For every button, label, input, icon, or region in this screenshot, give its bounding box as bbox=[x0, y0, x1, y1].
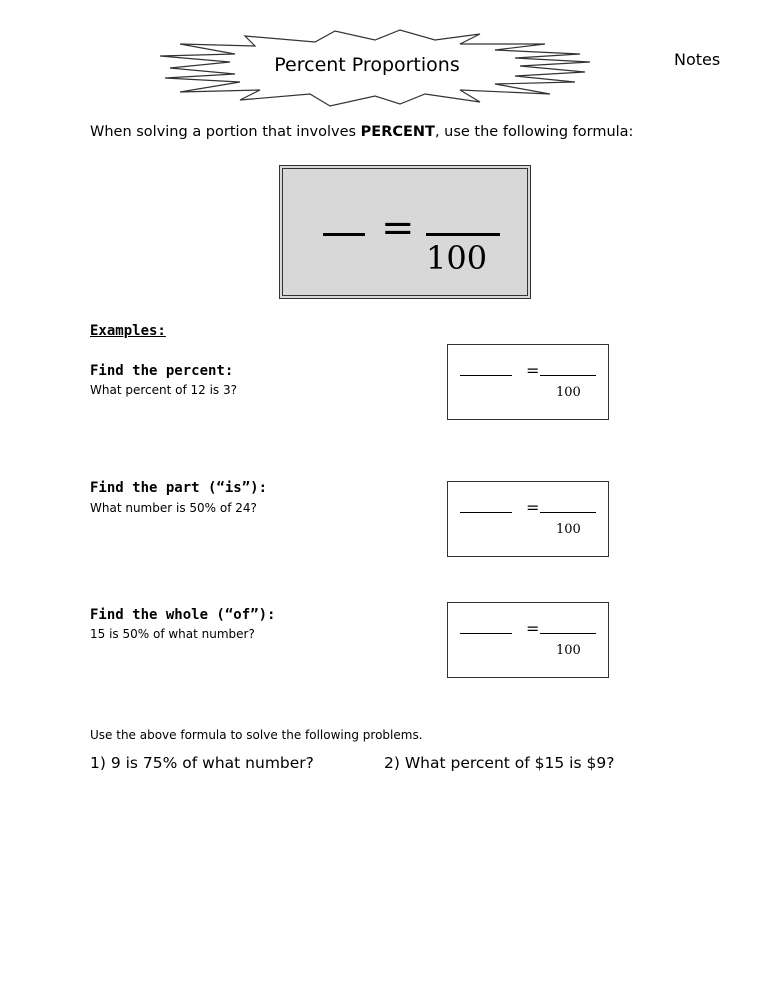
denominator-100: 100 bbox=[426, 239, 488, 277]
blank-line bbox=[460, 512, 512, 513]
proportion-box bbox=[447, 602, 609, 678]
denominator-100: 100 bbox=[556, 385, 581, 400]
equals-sign: = bbox=[526, 498, 540, 517]
formula-box bbox=[279, 165, 531, 299]
intro-before: When solving a portion that involves bbox=[90, 124, 361, 140]
denominator-100: 100 bbox=[556, 522, 581, 537]
page-title: Percent Proportions bbox=[274, 54, 460, 76]
equals-sign: = bbox=[526, 361, 540, 380]
instruction-text: Use the above formula to solve the following problems. bbox=[90, 728, 423, 742]
blank-line bbox=[460, 633, 512, 634]
denominator-100: 100 bbox=[556, 643, 581, 658]
example-heading: Find the percent: bbox=[90, 363, 234, 379]
example-heading: Find the whole (“of”): bbox=[90, 607, 276, 623]
proportion-box bbox=[447, 344, 609, 420]
example-question: What number is 50% of 24? bbox=[90, 501, 257, 515]
example-question: What percent of 12 is 3? bbox=[90, 383, 237, 397]
proportion-box bbox=[447, 481, 609, 557]
blank-line bbox=[540, 512, 596, 513]
problem-1: 1) 9 is 75% of what number? bbox=[90, 754, 314, 772]
blank-line bbox=[540, 375, 596, 376]
intro-text bbox=[90, 124, 633, 140]
numerator-blank-2 bbox=[426, 233, 500, 236]
problem-2: 2) What percent of $15 is $9? bbox=[384, 754, 615, 772]
numerator-blank bbox=[323, 233, 365, 236]
example-question: 15 is 50% of what number? bbox=[90, 627, 255, 641]
blank-line bbox=[540, 633, 596, 634]
example-heading: Find the part (“is”): bbox=[90, 480, 268, 496]
intro-keyword: PERCENT bbox=[360, 124, 435, 140]
notes-label: Notes bbox=[674, 50, 721, 69]
equals-sign: = bbox=[526, 619, 540, 638]
equals-sign: = bbox=[381, 205, 415, 251]
blank-line bbox=[460, 375, 512, 376]
intro-after: , use the following formula: bbox=[434, 124, 634, 140]
examples-heading: Examples: bbox=[90, 323, 166, 339]
